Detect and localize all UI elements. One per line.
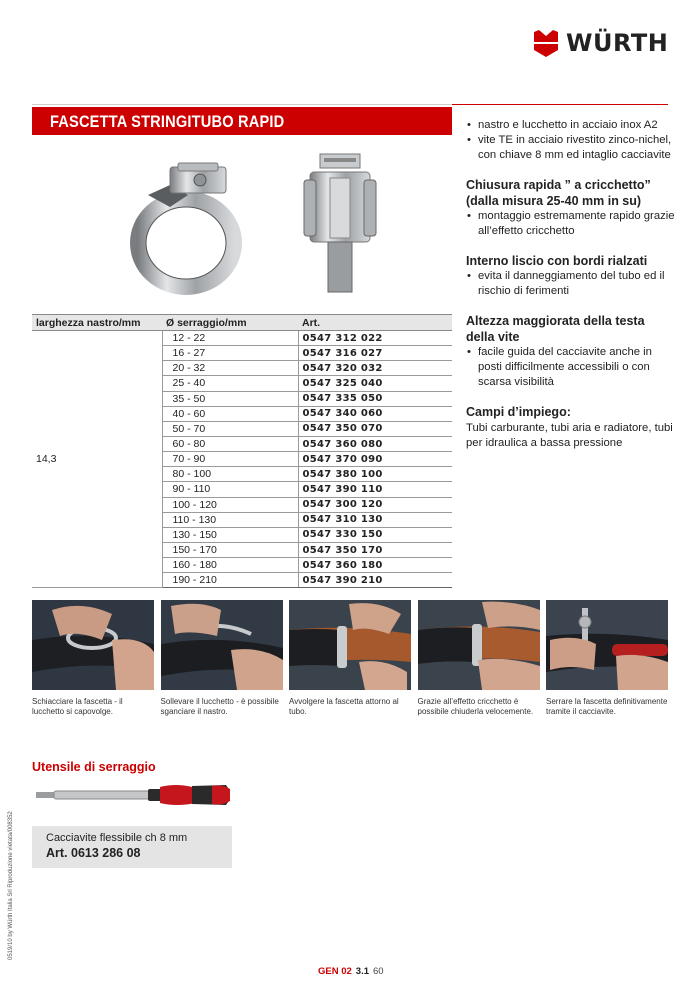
- article-number-cell: 0547 390 210: [298, 573, 452, 588]
- feature-heading: Chiusura rapida ” a cricchetto” (dalla misura 25-40 mm in su): [466, 178, 651, 208]
- table-row: [32, 331, 452, 346]
- step-photo-wrap: [289, 600, 411, 690]
- title-band-rule: [452, 104, 668, 105]
- footer-catalog-code: GEN 02: [318, 966, 352, 977]
- step-photo-tighten: [546, 600, 668, 690]
- table-header-row: [32, 315, 452, 331]
- assembly-steps: [32, 600, 668, 717]
- article-number-cell: 0547 370 090: [298, 452, 452, 467]
- clamp-range-cell: 130 - 150: [162, 527, 298, 542]
- clamp-range-cell: 12 - 22: [162, 331, 298, 346]
- clamp-range-cell: 40 - 60: [162, 406, 298, 421]
- flexible-screwdriver-image: [36, 781, 236, 809]
- article-number-cell: 0547 360 080: [298, 436, 452, 451]
- clamp-range-cell: 50 - 70: [162, 421, 298, 436]
- clamp-range-cell: 20 - 32: [162, 361, 298, 376]
- tool-info-box: [32, 826, 232, 868]
- article-number-cell: 0547 340 060: [298, 406, 452, 421]
- step-3: [289, 600, 411, 717]
- article-number-cell: 0547 335 050: [298, 391, 452, 406]
- spec-table: [32, 314, 452, 588]
- feature-bullet: • montaggio estremamente rapido grazie all’effetto cricchetto: [466, 209, 676, 239]
- feature-bullet: • evita il danneggiamento del tubo ed il rischio di ferimenti: [466, 269, 676, 299]
- article-number-cell: 0547 380 100: [298, 467, 452, 482]
- clamp-range-cell: 70 - 90: [162, 452, 298, 467]
- clamp-range-cell: 25 - 40: [162, 376, 298, 391]
- clamp-range-cell: 90 - 110: [162, 482, 298, 497]
- article-number-cell: 0547 325 040: [298, 376, 452, 391]
- step-caption: Serrare la fascetta definitivamente tramite il cacciavite.: [546, 697, 668, 716]
- tool-description: Cacciavite flessibile ch 8 mm: [46, 832, 188, 844]
- tool-article-number: Art. 0613 286 08: [46, 846, 141, 860]
- clamp-range-cell: 150 - 170: [162, 542, 298, 557]
- step-2: [161, 600, 283, 717]
- clamp-range-cell: 190 - 210: [162, 573, 298, 588]
- article-number-cell: 0547 360 180: [298, 558, 452, 573]
- article-number-cell: 0547 330 150: [298, 527, 452, 542]
- brand-name: WÜRTH: [566, 29, 669, 57]
- clamp-range-cell: 110 - 130: [162, 512, 298, 527]
- page-footer: [318, 966, 384, 977]
- band-width-cell: 14,3: [32, 331, 162, 588]
- header-band-width: larghezza nastro/mm: [32, 315, 162, 331]
- article-number-cell: 0547 310 130: [298, 512, 452, 527]
- step-photo-ratchet: [418, 600, 540, 690]
- page-title: FASCETTA STRINGITUBO RAPID: [50, 112, 285, 131]
- step-photo-lift: [161, 600, 283, 690]
- article-number-cell: 0547 390 110: [298, 482, 452, 497]
- article-number-cell: 0547 350 170: [298, 542, 452, 557]
- step-5: [546, 600, 668, 717]
- hose-clamp-top-image: [300, 150, 380, 300]
- article-number-cell: 0547 316 027: [298, 346, 452, 361]
- article-number-cell: 0547 300 120: [298, 497, 452, 512]
- usage-text: Tubi carburante, tubi aria e radiatore, tubi per idraulica a bassa pressione: [466, 422, 673, 449]
- feature-heading: Altezza maggiorata della testa della vite: [466, 314, 645, 344]
- wurth-logo: [532, 28, 668, 58]
- clamp-range-cell: 35 - 50: [162, 391, 298, 406]
- clamp-range-cell: 80 - 100: [162, 467, 298, 482]
- step-photo-squeeze: [32, 600, 154, 690]
- step-1: [32, 600, 154, 717]
- intro-bullet: • nastro e lucchetto in acciaio inox A2: [466, 118, 676, 133]
- intro-bullet: • vite TE in acciaio rivestito zinco-nichel, con chiave 8 mm ed intaglio cacciavite: [466, 133, 676, 163]
- step-4: [418, 600, 540, 717]
- hose-clamp-front-image: [130, 155, 242, 295]
- article-number-cell: 0547 320 032: [298, 361, 452, 376]
- step-caption: Avvolgere la fascetta attorno al tubo.: [289, 697, 399, 716]
- footer-section: 3.1: [355, 966, 370, 977]
- feature-heading: Interno liscio con bordi rialzati: [466, 254, 648, 268]
- article-number-cell: 0547 350 070: [298, 421, 452, 436]
- feature-bullet: • facile guida del cacciavite anche in posti difficilmente accessibili o con scarsa visibilità: [466, 345, 676, 390]
- step-caption: Grazie all’effetto cricchetto è possibile chiuderla velocemente.: [417, 697, 534, 716]
- usage-heading: Campi d’impiego:: [466, 405, 571, 419]
- header-clamp-range: Ø serraggio/mm: [162, 315, 298, 331]
- header-article: Art.: [298, 315, 452, 331]
- clamp-range-cell: 16 - 27: [162, 346, 298, 361]
- clamp-range-cell: 100 - 120: [162, 497, 298, 512]
- step-caption: Schiacciare la fascetta - il lucchetto si capovolge.: [32, 697, 123, 716]
- article-number-cell: 0547 312 022: [298, 331, 452, 346]
- wurth-logo-mark-icon: [532, 28, 560, 58]
- features-column: [466, 118, 676, 451]
- intro-bullets: [466, 118, 676, 163]
- clamp-range-cell: 160 - 180: [162, 558, 298, 573]
- step-caption: Sollevare il lucchetto - è possibile sganciare il nastro.: [160, 697, 279, 716]
- footer-page-number: 60: [373, 966, 384, 977]
- clamp-range-cell: 60 - 80: [162, 436, 298, 451]
- copyright-note: 0519/10 by Würth Italia Srl Riproduzione vietata/008352: [8, 811, 14, 960]
- tool-heading: Utensile di serraggio: [32, 760, 156, 774]
